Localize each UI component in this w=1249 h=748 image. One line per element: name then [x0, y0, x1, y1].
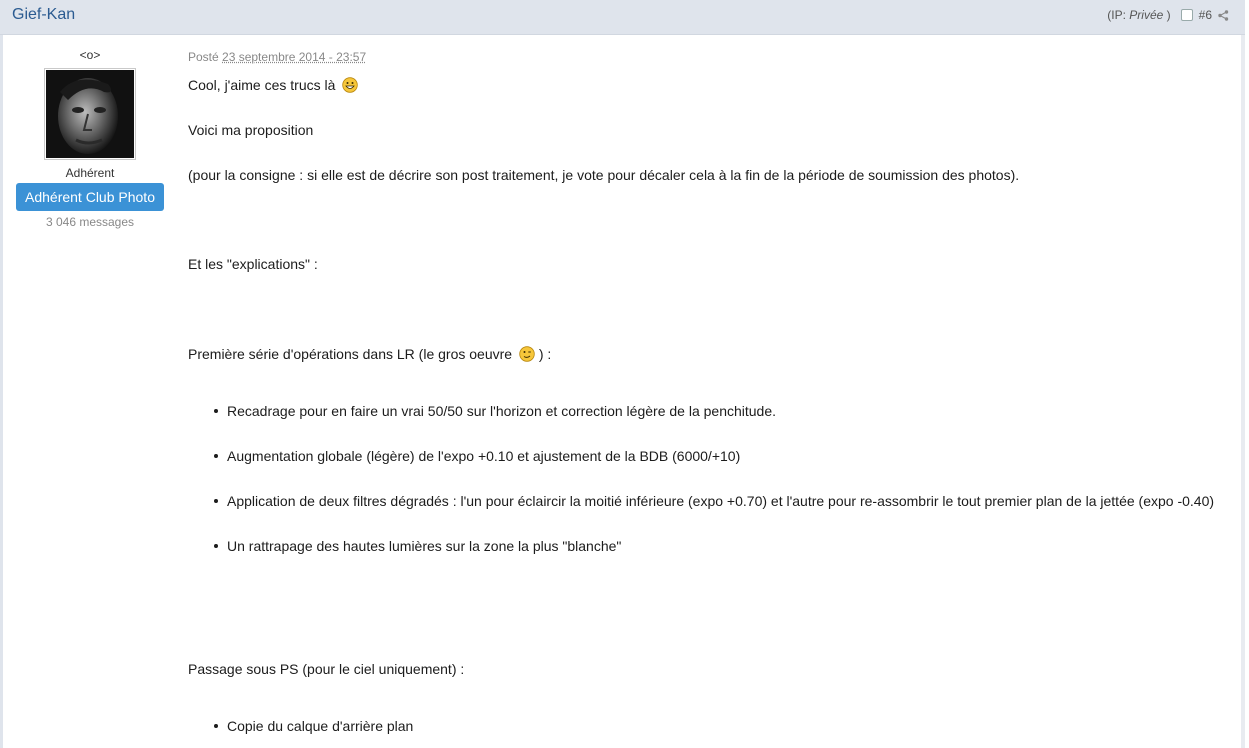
select-post-checkbox[interactable]: [1181, 9, 1193, 21]
post-line-1: [188, 77, 358, 96]
posted-label: Posté: [188, 50, 219, 64]
post-line-4: Et les "explications" :: [188, 256, 318, 272]
avatar[interactable]: [44, 68, 136, 160]
post-line-2: Voici ma proposition: [188, 122, 314, 138]
wink-smiley-icon: [519, 346, 535, 365]
grin-smiley-icon: [342, 77, 358, 96]
list-item: Un rattrapage des hautes lumières sur la zone la plus "blanche": [214, 538, 621, 554]
group-badge[interactable]: Adhérent Club Photo: [16, 183, 164, 211]
left-border: [0, 35, 3, 748]
list-item: Copie du calque d'arrière plan: [214, 718, 413, 734]
post-text: Première série d'opérations dans LR (le gros oeuvre: [188, 346, 513, 362]
post-text: ) :: [538, 346, 552, 362]
list-item: Recadrage pour en faire un vrai 50/50 sur l'horizon et correction légère de la penchitude.: [214, 403, 776, 419]
post-text: Cool, j'aime ces trucs là: [188, 77, 336, 93]
author-name-link[interactable]: Gief-Kan: [12, 6, 76, 23]
share-icon[interactable]: [1218, 10, 1229, 21]
post-line-6: Passage sous PS (pour le ciel uniquement) :: [188, 661, 465, 677]
member-rank: <o>: [79, 48, 101, 62]
post-line-3: (pour la consigne : si elle est de décrire son post traitement, je vote pour décaler cela à la fin de la période de soumission des photos).: [188, 167, 1020, 183]
ip-info: [1107, 8, 1170, 22]
member-group: Adhérent: [65, 166, 115, 180]
post-date[interactable]: 23 septembre 2014 - 23:57: [222, 50, 367, 64]
post-number-link[interactable]: #6: [1198, 8, 1212, 22]
post-header-controls: [1107, 8, 1229, 22]
list-item: Augmentation globale (légère) de l'expo +0.10 et ajustement de la BDB (6000/+10): [214, 448, 740, 464]
author-panel: [10, 48, 170, 229]
post-line-5: [188, 346, 551, 365]
post-header: [0, 0, 1245, 35]
ip-suffix: ): [1166, 8, 1171, 22]
ip-value: Privée: [1129, 8, 1164, 22]
post-date-line: [188, 50, 366, 64]
ip-prefix: (IP:: [1107, 8, 1126, 22]
list-item: Application de deux filtres dégradés : l'un pour éclaircir la moitié inférieure (expo +0.70) et l'autre pour re-assombrir le tout premier plan de la jettée (expo -0.40): [214, 493, 1214, 509]
right-border: [1241, 35, 1245, 748]
post-count: 3 046 messages: [45, 215, 135, 229]
